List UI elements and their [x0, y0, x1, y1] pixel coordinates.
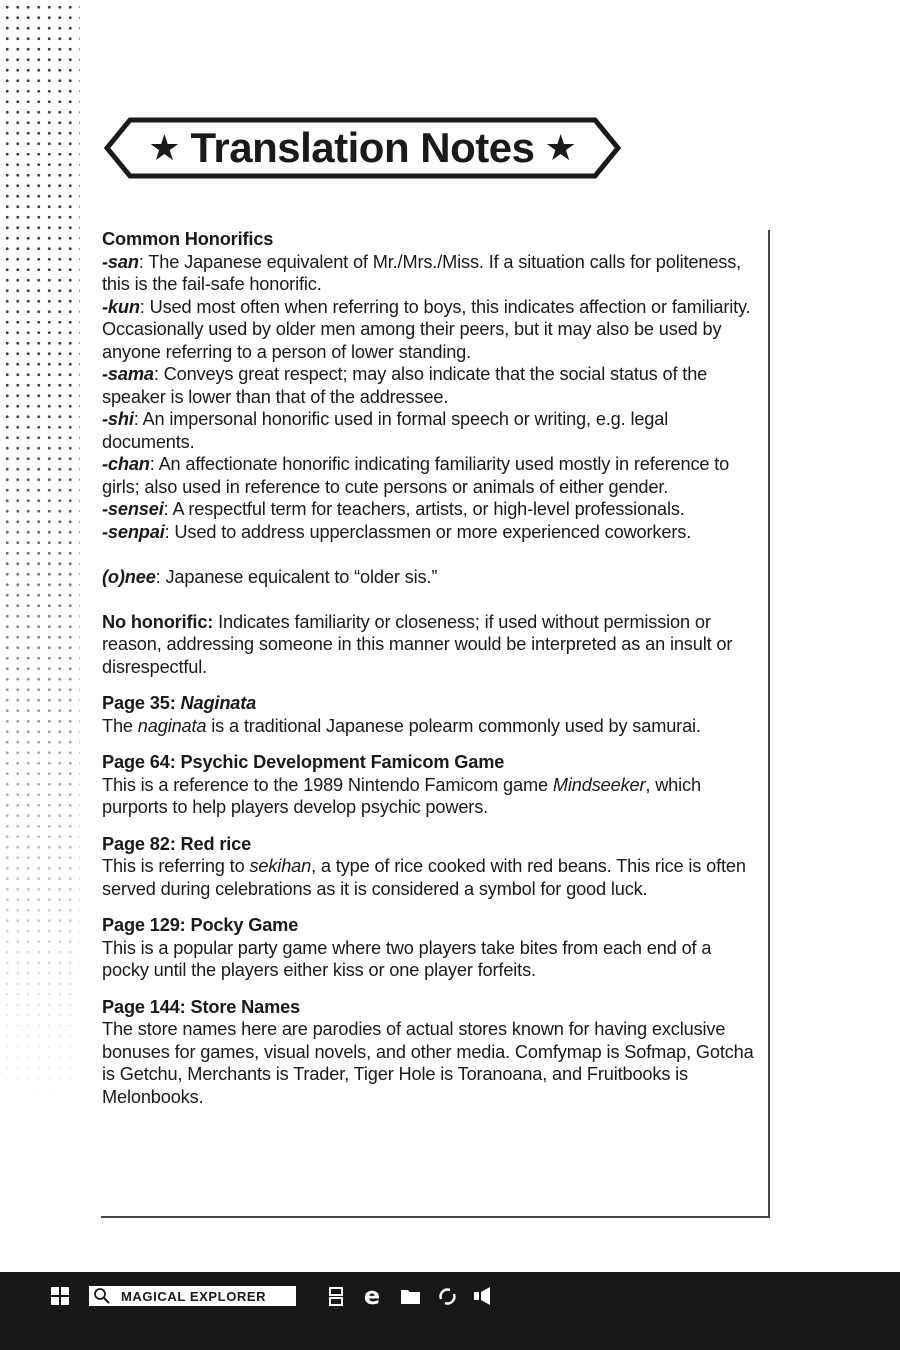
folder-icon[interactable]	[400, 1284, 420, 1308]
note-onee: (o)nee: Japanese equicalent to “older sis.”	[102, 566, 438, 587]
translation-notes-body	[102, 228, 762, 1108]
note-text-p129: This is a popular party game where two players take bites from each end of a pocky until the players either kiss or one player forfeits.	[102, 937, 712, 980]
note-sensei: -sensei: A respectful term for teachers, artists, or high-level professionals.	[102, 499, 685, 519]
page-title: Translation Notes	[190, 124, 535, 171]
note-kun: -kun: Used most often when referring to boys, this indicates affection or familiarity. Occasionally used by older men among their peers, but it may also be used by anyone referring to a person of lower standing.	[102, 296, 751, 362]
star-icon: ★	[544, 127, 577, 168]
title-banner	[104, 117, 621, 179]
halftone-dot-pattern	[0, 0, 80, 1120]
note-san: -san: The Japanese equivalent of Mr./Mrs./Miss. If a situation calls for politeness, this is the fail-safe honorific.	[102, 251, 742, 294]
sync-icon[interactable]	[437, 1284, 457, 1308]
note-shi: -shi: An impersonal honorific used in formal speech or writing, e.g. legal documents.	[102, 409, 669, 452]
windows-grid-icon[interactable]	[51, 1287, 69, 1305]
task-view-icon[interactable]	[328, 1284, 344, 1308]
note-text-p144: The store names here are parodies of actual stores known for having exclusive bonuses for games, visual novels, and other media. Comfymap is Sofmap, Gotcha is Getchu, Merchants is Trader, Tiger Hole is Toranoana, and Fruitbooks is Melonbooks.	[102, 1019, 754, 1107]
note-text-p64: This is a reference to the 1989 Nintendo Famicom game Mindseeker, which purports to help players develop psychic powers.	[102, 774, 701, 817]
note-no-honorific: No honorific: Indicates familiarity or closeness; if used without permission or reason, addressing someone in this manner would be interpreted as an insult or disrespectful.	[102, 611, 733, 677]
search-label: MAGICAL EXPLORER	[121, 1288, 267, 1304]
browser-e-icon[interactable]: e	[363, 1282, 381, 1310]
note-text-p82: This is referring to sekihan, a type of rice cooked with red beans. This rice is often served during celebrations as it is considered a symbol for good luck.	[102, 856, 746, 899]
magnifier-icon	[93, 1287, 111, 1305]
note-sama: -sama: Conveys great respect; may also indicate that the social status of the speaker is lower than that of the addressee.	[102, 364, 708, 407]
note-heading-p35: Page 35: Naginata	[102, 693, 257, 713]
note-heading-p82: Page 82: Red rice	[102, 833, 252, 854]
note-text-p35: The naginata is a traditional Japanese polearm commonly used by samurai.	[102, 715, 701, 736]
section-heading: Common Honorifics	[102, 229, 274, 249]
note-heading-p144: Page 144: Store Names	[102, 996, 301, 1017]
note-heading-p64: Page 64: Psychic Development Famicom Game	[102, 752, 505, 772]
speaker-icon[interactable]	[472, 1284, 492, 1308]
taskbar	[0, 1272, 900, 1350]
taskbar-search-box[interactable]	[89, 1286, 296, 1306]
note-senpai: -senpai: Used to address upperclassmen or more experienced coworkers.	[102, 521, 692, 542]
star-icon: ★	[148, 127, 181, 168]
note-heading-p129: Page 129: Pocky Game	[102, 915, 299, 935]
note-chan: -chan: An affectionate honorific indicating familiarity used mostly in reference to girls; also used in reference to cute persons or animals of either gender.	[102, 454, 730, 497]
